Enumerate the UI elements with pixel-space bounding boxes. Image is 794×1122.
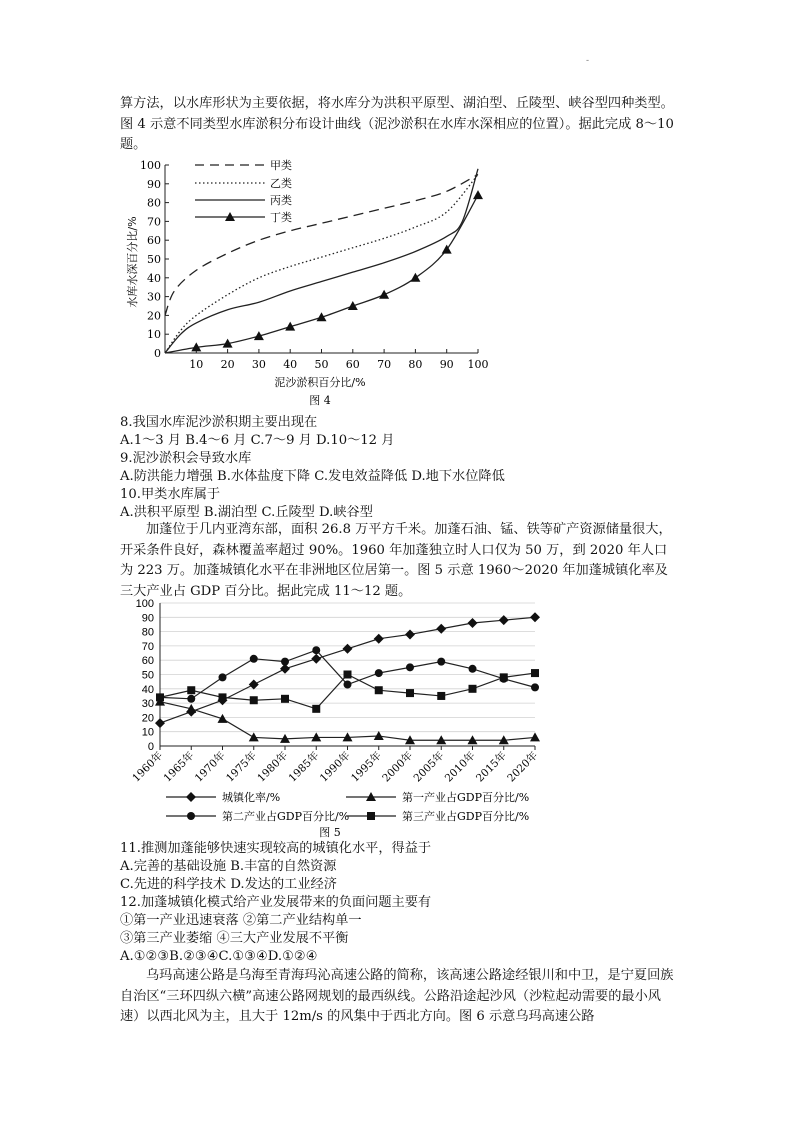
fig4-legend-label: 甲类 [270,159,292,172]
fig5-y-tick-label: 70 [141,640,154,653]
fig5-data-point [155,718,165,728]
fig5-y-tick-label: 40 [141,683,154,696]
fig5-y-tick-label: 30 [141,698,154,711]
question-12-items-1: ①第一产业迅速衰落 ②第二产业结构单一 [120,913,362,928]
fig5-data-point [250,696,258,704]
fig4-legend-label: 乙类 [270,177,292,190]
fig5-data-point [250,655,258,663]
fig5-data-point [219,693,227,701]
fig5-legend-label: 城镇化率/% [222,791,281,804]
fig4-x-tick-label: 30 [251,358,266,371]
intro-paragraph-highway: 乌玛高速公路是乌海至青海玛沁高速公路的简称，该高速公路途经银川和中卫，是宁夏回族自治区“三环四纵六横”高速公路网规划的最西纵线。公路沿途起沙风（沙粒起动需要的最小风速）以西北风为主，且大于 12m/s 的风集中于西北方向。图 6 示意乌玛高速公路 [120,968,674,1024]
fig4-series-line-4 [165,195,478,353]
fig5-y-tick-label: 10 [141,726,154,739]
fig5-data-point [343,644,353,654]
fig4-y-tick-label: 0 [154,347,161,360]
fig5-x-tick-label: 1975年 [224,749,259,785]
fig5-legend-label: 第二产业占GDP百分比/% [222,810,350,823]
fig5-x-tick-label: 1965年 [161,749,197,785]
fig5-series [155,612,540,744]
fig4-legend [195,158,292,224]
fig4-y-tick-label: 90 [147,177,161,191]
fig4-x-tick-label: 50 [314,358,329,371]
fig5-y-tick-label: 20 [141,712,154,725]
fig4-axes [140,159,489,371]
fig5-data-point [312,705,320,713]
fig5-x-tick-label: 1995年 [349,749,384,785]
fig5-data-point [499,615,509,625]
fig5-legend-marker [186,792,196,802]
fig4-y-tick-label: 100 [140,159,161,172]
fig5-x-tick-label: 2015年 [474,749,509,785]
corner-mark: - [586,56,590,66]
fig5-data-point [530,612,540,622]
fig4-x-tick-label: 20 [220,358,235,371]
figure-5-chart [118,596,548,842]
fig4-data-point [410,273,420,282]
fig4-y-tick-label: 60 [147,234,161,248]
fig5-x-tick-label: 2020年 [505,749,541,785]
fig5-legend-label: 第一产业占GDP百分比/% [402,791,530,804]
fig5-data-point [531,669,539,677]
fig4-legend-label: 丙类 [270,194,292,207]
fig4-x-tick-label: 90 [439,358,454,371]
intro-paragraph-gabon: 加蓬位于几内亚湾东部，面积 26.8 万平方千米。加蓬石油、锰、铁等矿产资源储量很大，开采条件良好，森林覆盖率超过 90%。1960 年加蓬独立时人口仅为 50 万，到 2020 年人口为 223 万。加蓬城镇化水平在非洲地区位居第一。图 5 示意 1960～2020 年加蓬城镇化率及三大产业占 GDP 百分比。据此完成 11～12 题。 [120,522,672,599]
fig4-series-line-3 [165,169,478,353]
fig5-x-tick-label: 1960年 [130,749,166,785]
fig4-data-point [379,290,389,299]
figure-4-chart [118,158,498,414]
fig4-x-tick-label: 70 [377,358,392,371]
fig4-y-axis-label: 水库水深百分比/% [126,216,139,308]
fig5-x-tick-label: 1970年 [192,749,228,785]
question-11-options-cd: C.先进的科学技术 D.发达的工业经济 [120,877,337,892]
question-12-items-2: ③第三产业萎缩 ④三大产业发展不平衡 [120,931,349,946]
question-9-options: A.防洪能力增强 B.水体盐度下降 C.发电效益降低 D.地下水位降低 [120,469,505,484]
fig5-data-point [187,686,195,694]
fig4-y-tick-label: 10 [147,328,161,342]
fig5-data-point [436,624,446,634]
fig5-x-tick-label: 2005年 [411,749,447,785]
fig5-data-point [469,665,477,673]
fig5-data-point [344,681,352,689]
fig4-y-tick-label: 80 [147,196,161,210]
fig4-series-line-2 [165,174,478,353]
fig4-series [165,169,483,353]
fig4-y-tick-label: 50 [147,253,161,266]
fig5-y-tick-label: 50 [141,669,154,682]
fig5-data-point [344,671,352,679]
fig5-legend [166,790,529,823]
fig5-legend-marker [367,812,375,820]
fig5-data-point [375,669,383,677]
fig5-y-tick-label: 0 [147,741,154,753]
question-9-stem: 9.泥沙淤积会导致水库 [120,451,252,466]
intro-paragraph-reservoir: 算方法，以水库形状为主要依据，将水库分为洪积平原型、湖泊型、丘陵型、峡谷型四种类型。图 4 示意不同类型水库淤积分布设计曲线（泥沙淤积在水库水深相应的位置）。据此完成 8～10 题。 [120,96,674,152]
fig5-data-point [406,689,414,697]
fig5-y-tick-label: 100 [135,598,154,610]
fig5-x-tick-label: 1990年 [317,749,353,785]
fig5-x-tick-label: 2000年 [380,749,416,785]
fig5-x-tick-label: 2010年 [442,749,478,785]
fig4-data-point [473,190,483,199]
fig5-data-point [249,680,259,690]
fig4-y-tick-label: 70 [147,215,161,229]
fig4-x-tick-label: 10 [189,358,204,371]
fig5-data-point [437,692,445,700]
fig5-data-point [437,658,445,666]
fig5-data-point [531,683,539,691]
fig5-data-point [374,634,384,644]
fig5-data-point [156,693,164,701]
fig4-x-tick-label: 60 [345,358,360,371]
question-11-stem: 11.推测加蓬能够快速实现较高的城镇化水平，得益于 [120,841,432,856]
question-10-stem: 10.甲类水库属于 [120,487,221,502]
fig5-legend-label: 第三产业占GDP百分比/% [402,810,530,823]
fig5-data-point [469,685,477,693]
question-12-options: A.①②③B.②③④C.①③④D.①②④ [120,949,318,964]
fig5-data-point [374,731,384,740]
fig5-data-point [500,673,508,681]
fig5-data-point [312,646,320,654]
fig5-y-tick-label: 80 [141,626,154,639]
fig4-caption: 图 4 [309,394,331,407]
fig5-data-point [375,686,383,694]
fig4-x-axis-label: 泥沙淤积百分比/% [274,376,366,389]
fig5-data-point [187,695,195,703]
fig5-data-point [311,654,321,664]
fig5-data-point [405,629,415,639]
question-8-stem: 8.我国水库泥沙淤积期主要出现在 [120,415,318,430]
fig5-data-point [219,673,227,681]
fig5-y-tick-label: 90 [141,612,154,625]
fig4-data-point [442,245,452,254]
fig5-caption: 图 5 [319,826,341,839]
fig4-y-tick-label: 40 [147,271,161,285]
fig5-data-point [281,658,289,666]
question-8-options: A.1～3 月 B.4～6 月 C.7～9 月 D.10～12 月 [120,433,395,448]
fig5-x-tick-label: 1985年 [286,749,322,785]
question-11-options-ab: A.完善的基础设施 B.丰富的自然资源 [120,859,337,874]
fig5-legend-marker [187,812,195,820]
fig4-y-tick-label: 30 [147,290,161,304]
question-10-options: A.洪积平原型 B.湖泊型 C.丘陵型 D.峡谷型 [120,505,373,520]
fig4-legend-label: 丁类 [270,211,292,224]
fig5-data-point [281,695,289,703]
fig4-data-point [348,301,358,310]
fig5-x-tick-label: 1980年 [255,749,291,785]
fig5-data-point [406,663,414,671]
fig5-data-point [249,732,259,741]
fig4-x-tick-label: 40 [283,358,298,371]
fig5-y-tick-label: 60 [141,655,154,668]
fig4-x-tick-label: 100 [467,358,489,371]
fig4-x-tick-label: 80 [408,358,423,371]
fig4-y-tick-label: 20 [147,309,161,323]
question-12-stem: 12.加蓬城镇化模式给产业发展带来的负面问题主要有 [120,895,432,910]
fig5-data-point [530,732,540,741]
fig5-data-point [468,618,478,628]
